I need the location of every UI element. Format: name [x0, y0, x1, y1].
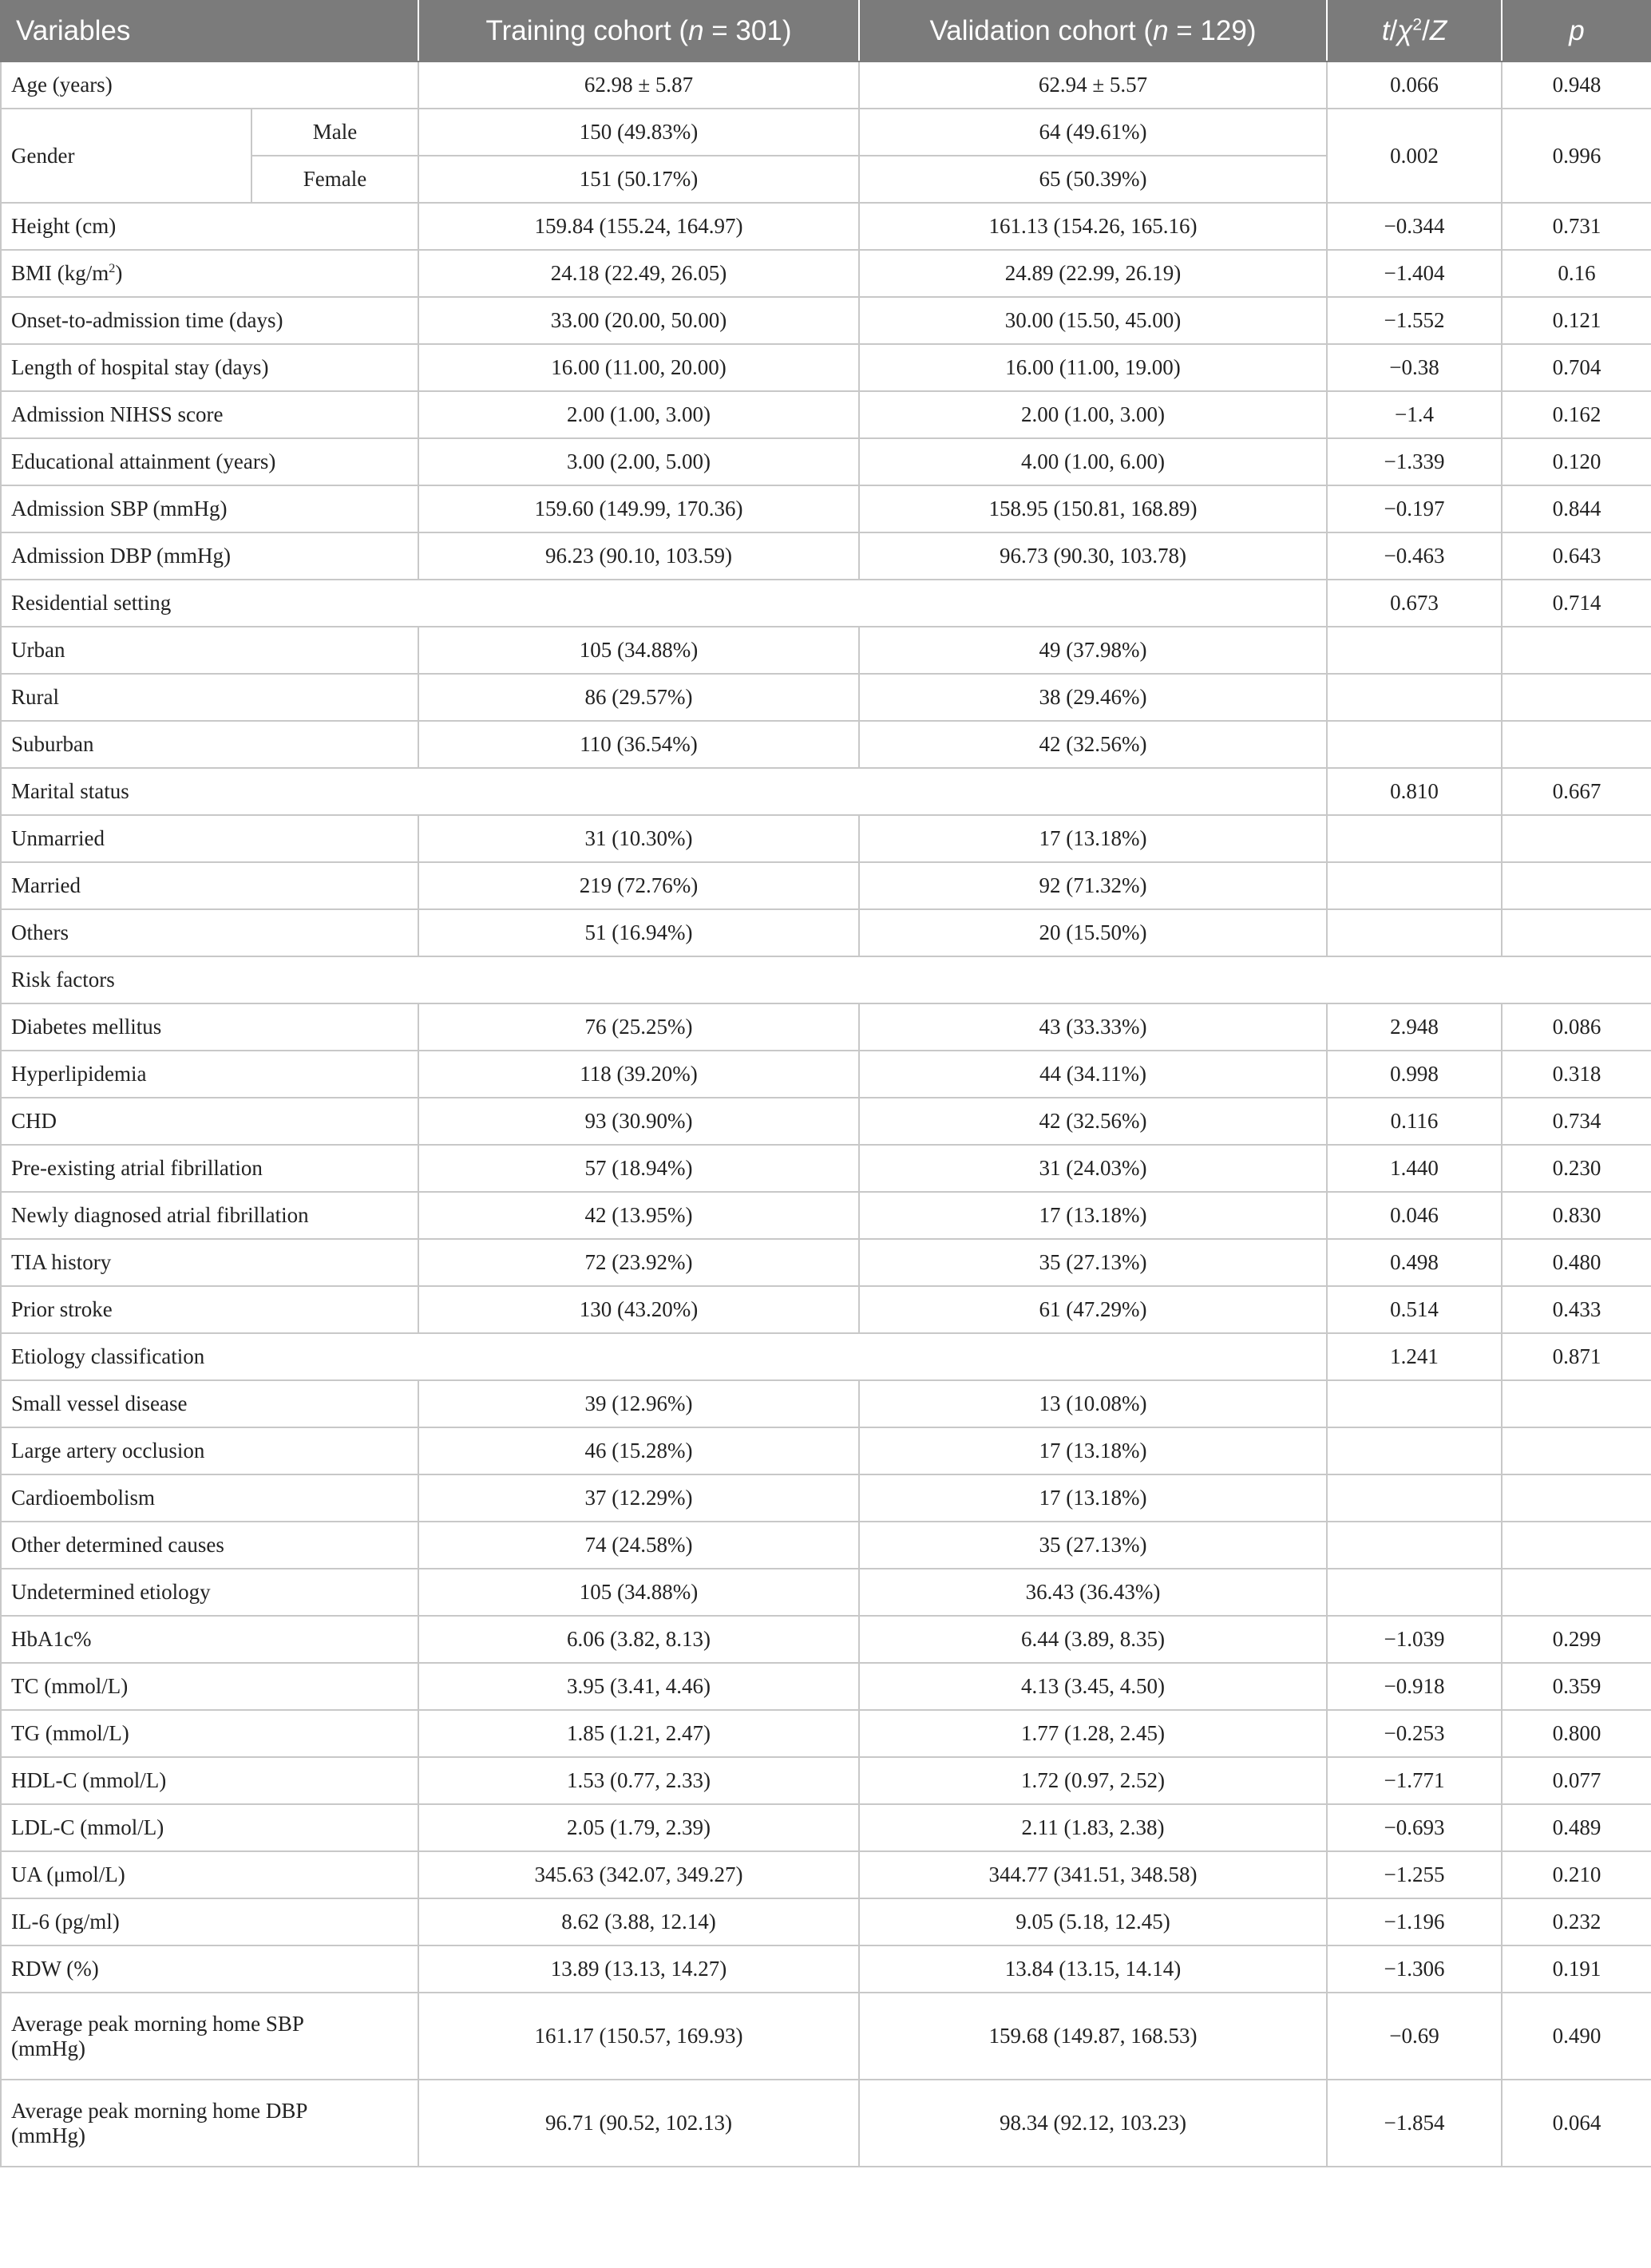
training-value: 2.05 (1.79, 2.39): [418, 1804, 859, 1851]
table-row: [1, 1051, 1651, 1098]
training-value: 51 (16.94%): [418, 909, 859, 956]
training-value: 130 (43.20%): [418, 1286, 859, 1333]
row-label: HbA1c%: [1, 1616, 418, 1663]
statistic-value: 2.948: [1327, 1003, 1502, 1051]
empty-cell: [1327, 1474, 1502, 1522]
sublabel: Female: [251, 156, 418, 203]
p-value: 0.232: [1502, 1898, 1651, 1945]
statistic-value: −1.255: [1327, 1851, 1502, 1898]
validation-value: 38 (29.46%): [859, 674, 1327, 721]
table-row: [1, 297, 1651, 344]
training-value: 39 (12.96%): [418, 1380, 859, 1427]
p-value: 0.162: [1502, 391, 1651, 438]
row-label: RDW (%): [1, 1945, 418, 1993]
table-row: [1, 61, 1651, 109]
training-value: 161.17 (150.57, 169.93): [418, 1993, 859, 2080]
table-row: [1, 1145, 1651, 1192]
p-value: 0.120: [1502, 438, 1651, 485]
validation-value: 98.34 (92.12, 103.23): [859, 2080, 1327, 2167]
table-row: [1, 768, 1651, 815]
statistic-value: −0.69: [1327, 1993, 1502, 2080]
header-validation: Validation cohort (n = 129): [859, 1, 1327, 61]
table-row: [1, 1569, 1651, 1616]
validation-value: 13.84 (13.15, 14.14): [859, 1945, 1327, 1993]
row-label: TG (mmol/L): [1, 1710, 418, 1757]
row-label: Gender: [1, 109, 251, 203]
p-value: 0.731: [1502, 203, 1651, 250]
training-value: 2.00 (1.00, 3.00): [418, 391, 859, 438]
row-label: Undetermined etiology: [1, 1569, 418, 1616]
table-row: [1, 1098, 1651, 1145]
row-label: Educational attainment (years): [1, 438, 418, 485]
empty-cell: [1327, 1569, 1502, 1616]
validation-value: 158.95 (150.81, 168.89): [859, 485, 1327, 532]
validation-value: 344.77 (341.51, 348.58): [859, 1851, 1327, 1898]
training-value: 96.23 (90.10, 103.59): [418, 532, 859, 580]
table-row: [1, 532, 1651, 580]
validation-value: 36.43 (36.43%): [859, 1569, 1327, 1616]
statistic-value: −1.196: [1327, 1898, 1502, 1945]
table-row: [1, 1427, 1651, 1474]
training-value: 13.89 (13.13, 14.27): [418, 1945, 859, 1993]
table-row: [1, 580, 1651, 627]
training-value: 46 (15.28%): [418, 1427, 859, 1474]
statistic-value: 1.440: [1327, 1145, 1502, 1192]
validation-value: 42 (32.56%): [859, 1098, 1327, 1145]
validation-value: 35 (27.13%): [859, 1239, 1327, 1286]
training-value: 118 (39.20%): [418, 1051, 859, 1098]
training-value: 151 (50.17%): [418, 156, 859, 203]
table-row: [1, 1474, 1651, 1522]
training-value: 16.00 (11.00, 20.00): [418, 344, 859, 391]
row-label: Onset-to-admission time (days): [1, 297, 418, 344]
table-row: [1, 250, 1651, 297]
training-value: 37 (12.29%): [418, 1474, 859, 1522]
validation-value: 17 (13.18%): [859, 1474, 1327, 1522]
training-value: 219 (72.76%): [418, 862, 859, 909]
table-row: [1, 721, 1651, 768]
statistic-value: 0.066: [1327, 61, 1502, 109]
training-value: 8.62 (3.88, 12.14): [418, 1898, 859, 1945]
table-row: [1, 1804, 1651, 1851]
statistic-value: 0.673: [1327, 580, 1502, 627]
statistic-value: −1.039: [1327, 1616, 1502, 1663]
table-row: [1, 862, 1651, 909]
validation-value: 4.13 (3.45, 4.50): [859, 1663, 1327, 1710]
validation-value: 62.94 ± 5.57: [859, 61, 1327, 109]
table-row: [1, 1851, 1651, 1898]
statistic-value: 0.810: [1327, 768, 1502, 815]
training-value: 74 (24.58%): [418, 1522, 859, 1569]
training-value: 33.00 (20.00, 50.00): [418, 297, 859, 344]
validation-value: 159.68 (149.87, 168.53): [859, 1993, 1327, 2080]
statistic-value: −1.771: [1327, 1757, 1502, 1804]
empty-cell: [1502, 1474, 1651, 1522]
table-row: [1, 1522, 1651, 1569]
table-row: [1, 956, 1651, 1003]
statistic-value: −0.693: [1327, 1804, 1502, 1851]
statistic-value: 0.116: [1327, 1098, 1502, 1145]
header-row: [1, 1, 1651, 61]
header-p: p: [1502, 1, 1651, 61]
validation-value: 49 (37.98%): [859, 627, 1327, 674]
row-label: Hyperlipidemia: [1, 1051, 418, 1098]
table-row: [1, 1710, 1651, 1757]
validation-value: 1.77 (1.28, 2.45): [859, 1710, 1327, 1757]
empty-cell: [1502, 815, 1651, 862]
table-row: [1, 1993, 1651, 2080]
training-value: 72 (23.92%): [418, 1239, 859, 1286]
table-row: [1, 1380, 1651, 1427]
validation-value: 30.00 (15.50, 45.00): [859, 297, 1327, 344]
training-value: 3.00 (2.00, 5.00): [418, 438, 859, 485]
row-label: Diabetes mellitus: [1, 1003, 418, 1051]
p-value: 0.948: [1502, 61, 1651, 109]
p-value: 0.489: [1502, 1804, 1651, 1851]
table-row: [1, 1333, 1651, 1380]
table-row: [1, 1286, 1651, 1333]
training-value: 159.60 (149.99, 170.36): [418, 485, 859, 532]
table-row: [1, 344, 1651, 391]
training-value: 159.84 (155.24, 164.97): [418, 203, 859, 250]
empty-cell: [1327, 815, 1502, 862]
empty-cell: [1327, 1522, 1502, 1569]
p-value: 0.734: [1502, 1098, 1651, 1145]
p-value: 0.800: [1502, 1710, 1651, 1757]
training-value: 105 (34.88%): [418, 627, 859, 674]
p-value: 0.121: [1502, 297, 1651, 344]
table-row: [1, 2080, 1651, 2167]
empty-cell: [1502, 909, 1651, 956]
group-label: Risk factors: [1, 956, 1651, 1003]
p-value: 0.359: [1502, 1663, 1651, 1710]
p-value: 0.064: [1502, 2080, 1651, 2167]
statistic-value: 0.998: [1327, 1051, 1502, 1098]
training-value: 150 (49.83%): [418, 109, 859, 156]
validation-value: 17 (13.18%): [859, 815, 1327, 862]
p-value: 0.667: [1502, 768, 1651, 815]
row-label: Age (years): [1, 61, 418, 109]
statistic-value: 0.046: [1327, 1192, 1502, 1239]
p-value: 0.643: [1502, 532, 1651, 580]
validation-value: 2.00 (1.00, 3.00): [859, 391, 1327, 438]
p-value: 0.191: [1502, 1945, 1651, 1993]
row-label: Newly diagnosed atrial fibrillation: [1, 1192, 418, 1239]
empty-cell: [1327, 721, 1502, 768]
empty-cell: [1502, 627, 1651, 674]
empty-cell: [1502, 721, 1651, 768]
empty-cell: [1327, 1380, 1502, 1427]
statistic-value: −1.854: [1327, 2080, 1502, 2167]
training-value: 86 (29.57%): [418, 674, 859, 721]
validation-value: 65 (50.39%): [859, 156, 1327, 203]
statistic-value: −1.306: [1327, 1945, 1502, 1993]
table-row: [1, 438, 1651, 485]
training-value: 96.71 (90.52, 102.13): [418, 2080, 859, 2167]
training-value: 1.85 (1.21, 2.47): [418, 1710, 859, 1757]
header-variables: Variables: [1, 1, 418, 61]
row-label: Length of hospital stay (days): [1, 344, 418, 391]
p-value: 0.704: [1502, 344, 1651, 391]
row-label: UA (μmol/L): [1, 1851, 418, 1898]
p-value: 0.230: [1502, 1145, 1651, 1192]
statistic-value: −0.344: [1327, 203, 1502, 250]
training-value: 105 (34.88%): [418, 1569, 859, 1616]
p-value: 0.433: [1502, 1286, 1651, 1333]
validation-value: 43 (33.33%): [859, 1003, 1327, 1051]
table-row: [1, 1757, 1651, 1804]
training-value: 1.53 (0.77, 2.33): [418, 1757, 859, 1804]
validation-value: 161.13 (154.26, 165.16): [859, 203, 1327, 250]
validation-value: 24.89 (22.99, 26.19): [859, 250, 1327, 297]
group-label: Residential setting: [1, 580, 1327, 627]
table-row: [1, 674, 1651, 721]
table-row: [1, 109, 1651, 156]
header-statistic: $t/\chi^2/Z$: [1327, 1, 1502, 61]
group-label: Marital status: [1, 768, 1327, 815]
table-row: [1, 203, 1651, 250]
statistic-value: −0.463: [1327, 532, 1502, 580]
p-value: 0.714: [1502, 580, 1651, 627]
row-label: Suburban: [1, 721, 418, 768]
training-value: 3.95 (3.41, 4.46): [418, 1663, 859, 1710]
table-row: [1, 391, 1651, 438]
empty-cell: [1502, 1522, 1651, 1569]
row-label: LDL-C (mmol/L): [1, 1804, 418, 1851]
row-label: Pre-existing atrial fibrillation: [1, 1145, 418, 1192]
header-training: Training cohort (n = 301): [418, 1, 859, 61]
row-label: Urban: [1, 627, 418, 674]
row-label: Average peak morning home DBP (mmHg): [1, 2080, 418, 2167]
row-label: Others: [1, 909, 418, 956]
p-value: 0.077: [1502, 1757, 1651, 1804]
training-value: 345.63 (342.07, 349.27): [418, 1851, 859, 1898]
validation-value: 9.05 (5.18, 12.45): [859, 1898, 1327, 1945]
training-value: 24.18 (22.49, 26.05): [418, 250, 859, 297]
statistic-value: −1.339: [1327, 438, 1502, 485]
statistic-value: 0.498: [1327, 1239, 1502, 1286]
p-value: 0.210: [1502, 1851, 1651, 1898]
training-value: 6.06 (3.82, 8.13): [418, 1616, 859, 1663]
statistic-value: −0.253: [1327, 1710, 1502, 1757]
row-label: HDL-C (mmol/L): [1, 1757, 418, 1804]
table-row: [1, 1003, 1651, 1051]
table-row: [1, 815, 1651, 862]
table-row: [1, 1898, 1651, 1945]
statistic-value: 0.514: [1327, 1286, 1502, 1333]
p-value: 0.086: [1502, 1003, 1651, 1051]
p-value: 0.16: [1502, 250, 1651, 297]
training-value: 76 (25.25%): [418, 1003, 859, 1051]
statistic-value: −1.404: [1327, 250, 1502, 297]
validation-value: 2.11 (1.83, 2.38): [859, 1804, 1327, 1851]
training-value: 110 (36.54%): [418, 721, 859, 768]
validation-value: 20 (15.50%): [859, 909, 1327, 956]
row-label: Cardioembolism: [1, 1474, 418, 1522]
row-label: TIA history: [1, 1239, 418, 1286]
p-value: 0.299: [1502, 1616, 1651, 1663]
validation-value: 13 (10.08%): [859, 1380, 1327, 1427]
validation-value: 42 (32.56%): [859, 721, 1327, 768]
empty-cell: [1502, 1427, 1651, 1474]
row-label: Admission DBP (mmHg): [1, 532, 418, 580]
validation-value: 17 (13.18%): [859, 1192, 1327, 1239]
empty-cell: [1502, 674, 1651, 721]
validation-value: 6.44 (3.89, 8.35): [859, 1616, 1327, 1663]
empty-cell: [1502, 1569, 1651, 1616]
empty-cell: [1327, 862, 1502, 909]
validation-value: 44 (34.11%): [859, 1051, 1327, 1098]
statistic-value: −1.4: [1327, 391, 1502, 438]
row-label: Rural: [1, 674, 418, 721]
p-value: 0.830: [1502, 1192, 1651, 1239]
p-value: 0.996: [1502, 109, 1651, 203]
validation-value: 64 (49.61%): [859, 109, 1327, 156]
row-label: CHD: [1, 1098, 418, 1145]
validation-value: 4.00 (1.00, 6.00): [859, 438, 1327, 485]
row-label: TC (mmol/L): [1, 1663, 418, 1710]
validation-value: 16.00 (11.00, 19.00): [859, 344, 1327, 391]
p-value: 0.490: [1502, 1993, 1651, 2080]
empty-cell: [1502, 1380, 1651, 1427]
p-value: 0.844: [1502, 485, 1651, 532]
table-row: [1, 485, 1651, 532]
table-row: [1, 1192, 1651, 1239]
statistic-value: −0.197: [1327, 485, 1502, 532]
sublabel: Male: [251, 109, 418, 156]
row-label: Admission NIHSS score: [1, 391, 418, 438]
row-label: IL-6 (pg/ml): [1, 1898, 418, 1945]
row-label: Small vessel disease: [1, 1380, 418, 1427]
statistic-value: −0.918: [1327, 1663, 1502, 1710]
training-value: 31 (10.30%): [418, 815, 859, 862]
table-row: [1, 1945, 1651, 1993]
statistic-value: 0.002: [1327, 109, 1502, 203]
statistic-value: −1.552: [1327, 297, 1502, 344]
training-value: 42 (13.95%): [418, 1192, 859, 1239]
group-label: Etiology classification: [1, 1333, 1327, 1380]
validation-value: 61 (47.29%): [859, 1286, 1327, 1333]
empty-cell: [1327, 909, 1502, 956]
p-value: 0.480: [1502, 1239, 1651, 1286]
validation-value: 1.72 (0.97, 2.52): [859, 1757, 1327, 1804]
p-value: 0.318: [1502, 1051, 1651, 1098]
validation-value: 31 (24.03%): [859, 1145, 1327, 1192]
p-value: 0.871: [1502, 1333, 1651, 1380]
training-value: 57 (18.94%): [418, 1145, 859, 1192]
table-row: [1, 627, 1651, 674]
table-row: [1, 909, 1651, 956]
row-label: Large artery occlusion: [1, 1427, 418, 1474]
validation-value: 35 (27.13%): [859, 1522, 1327, 1569]
validation-value: 92 (71.32%): [859, 862, 1327, 909]
row-label: Admission SBP (mmHg): [1, 485, 418, 532]
empty-cell: [1327, 674, 1502, 721]
row-label: Unmarried: [1, 815, 418, 862]
row-label: Height (cm): [1, 203, 418, 250]
empty-cell: [1502, 862, 1651, 909]
row-label: Married: [1, 862, 418, 909]
row-label: Prior stroke: [1, 1286, 418, 1333]
table-row: [1, 1663, 1651, 1710]
empty-cell: [1327, 627, 1502, 674]
row-label: BMI $(kg/m^2)$: [1, 250, 418, 297]
statistic-value: 1.241: [1327, 1333, 1502, 1380]
empty-cell: [1327, 1427, 1502, 1474]
validation-value: 17 (13.18%): [859, 1427, 1327, 1474]
validation-value: 96.73 (90.30, 103.78): [859, 532, 1327, 580]
table-row: [1, 1239, 1651, 1286]
statistic-value: −0.38: [1327, 344, 1502, 391]
training-value: 62.98 ± 5.87: [418, 61, 859, 109]
row-label: Other determined causes: [1, 1522, 418, 1569]
table-row: [1, 1616, 1651, 1663]
training-value: 93 (30.90%): [418, 1098, 859, 1145]
row-label: Average peak morning home SBP (mmHg): [1, 1993, 418, 2080]
